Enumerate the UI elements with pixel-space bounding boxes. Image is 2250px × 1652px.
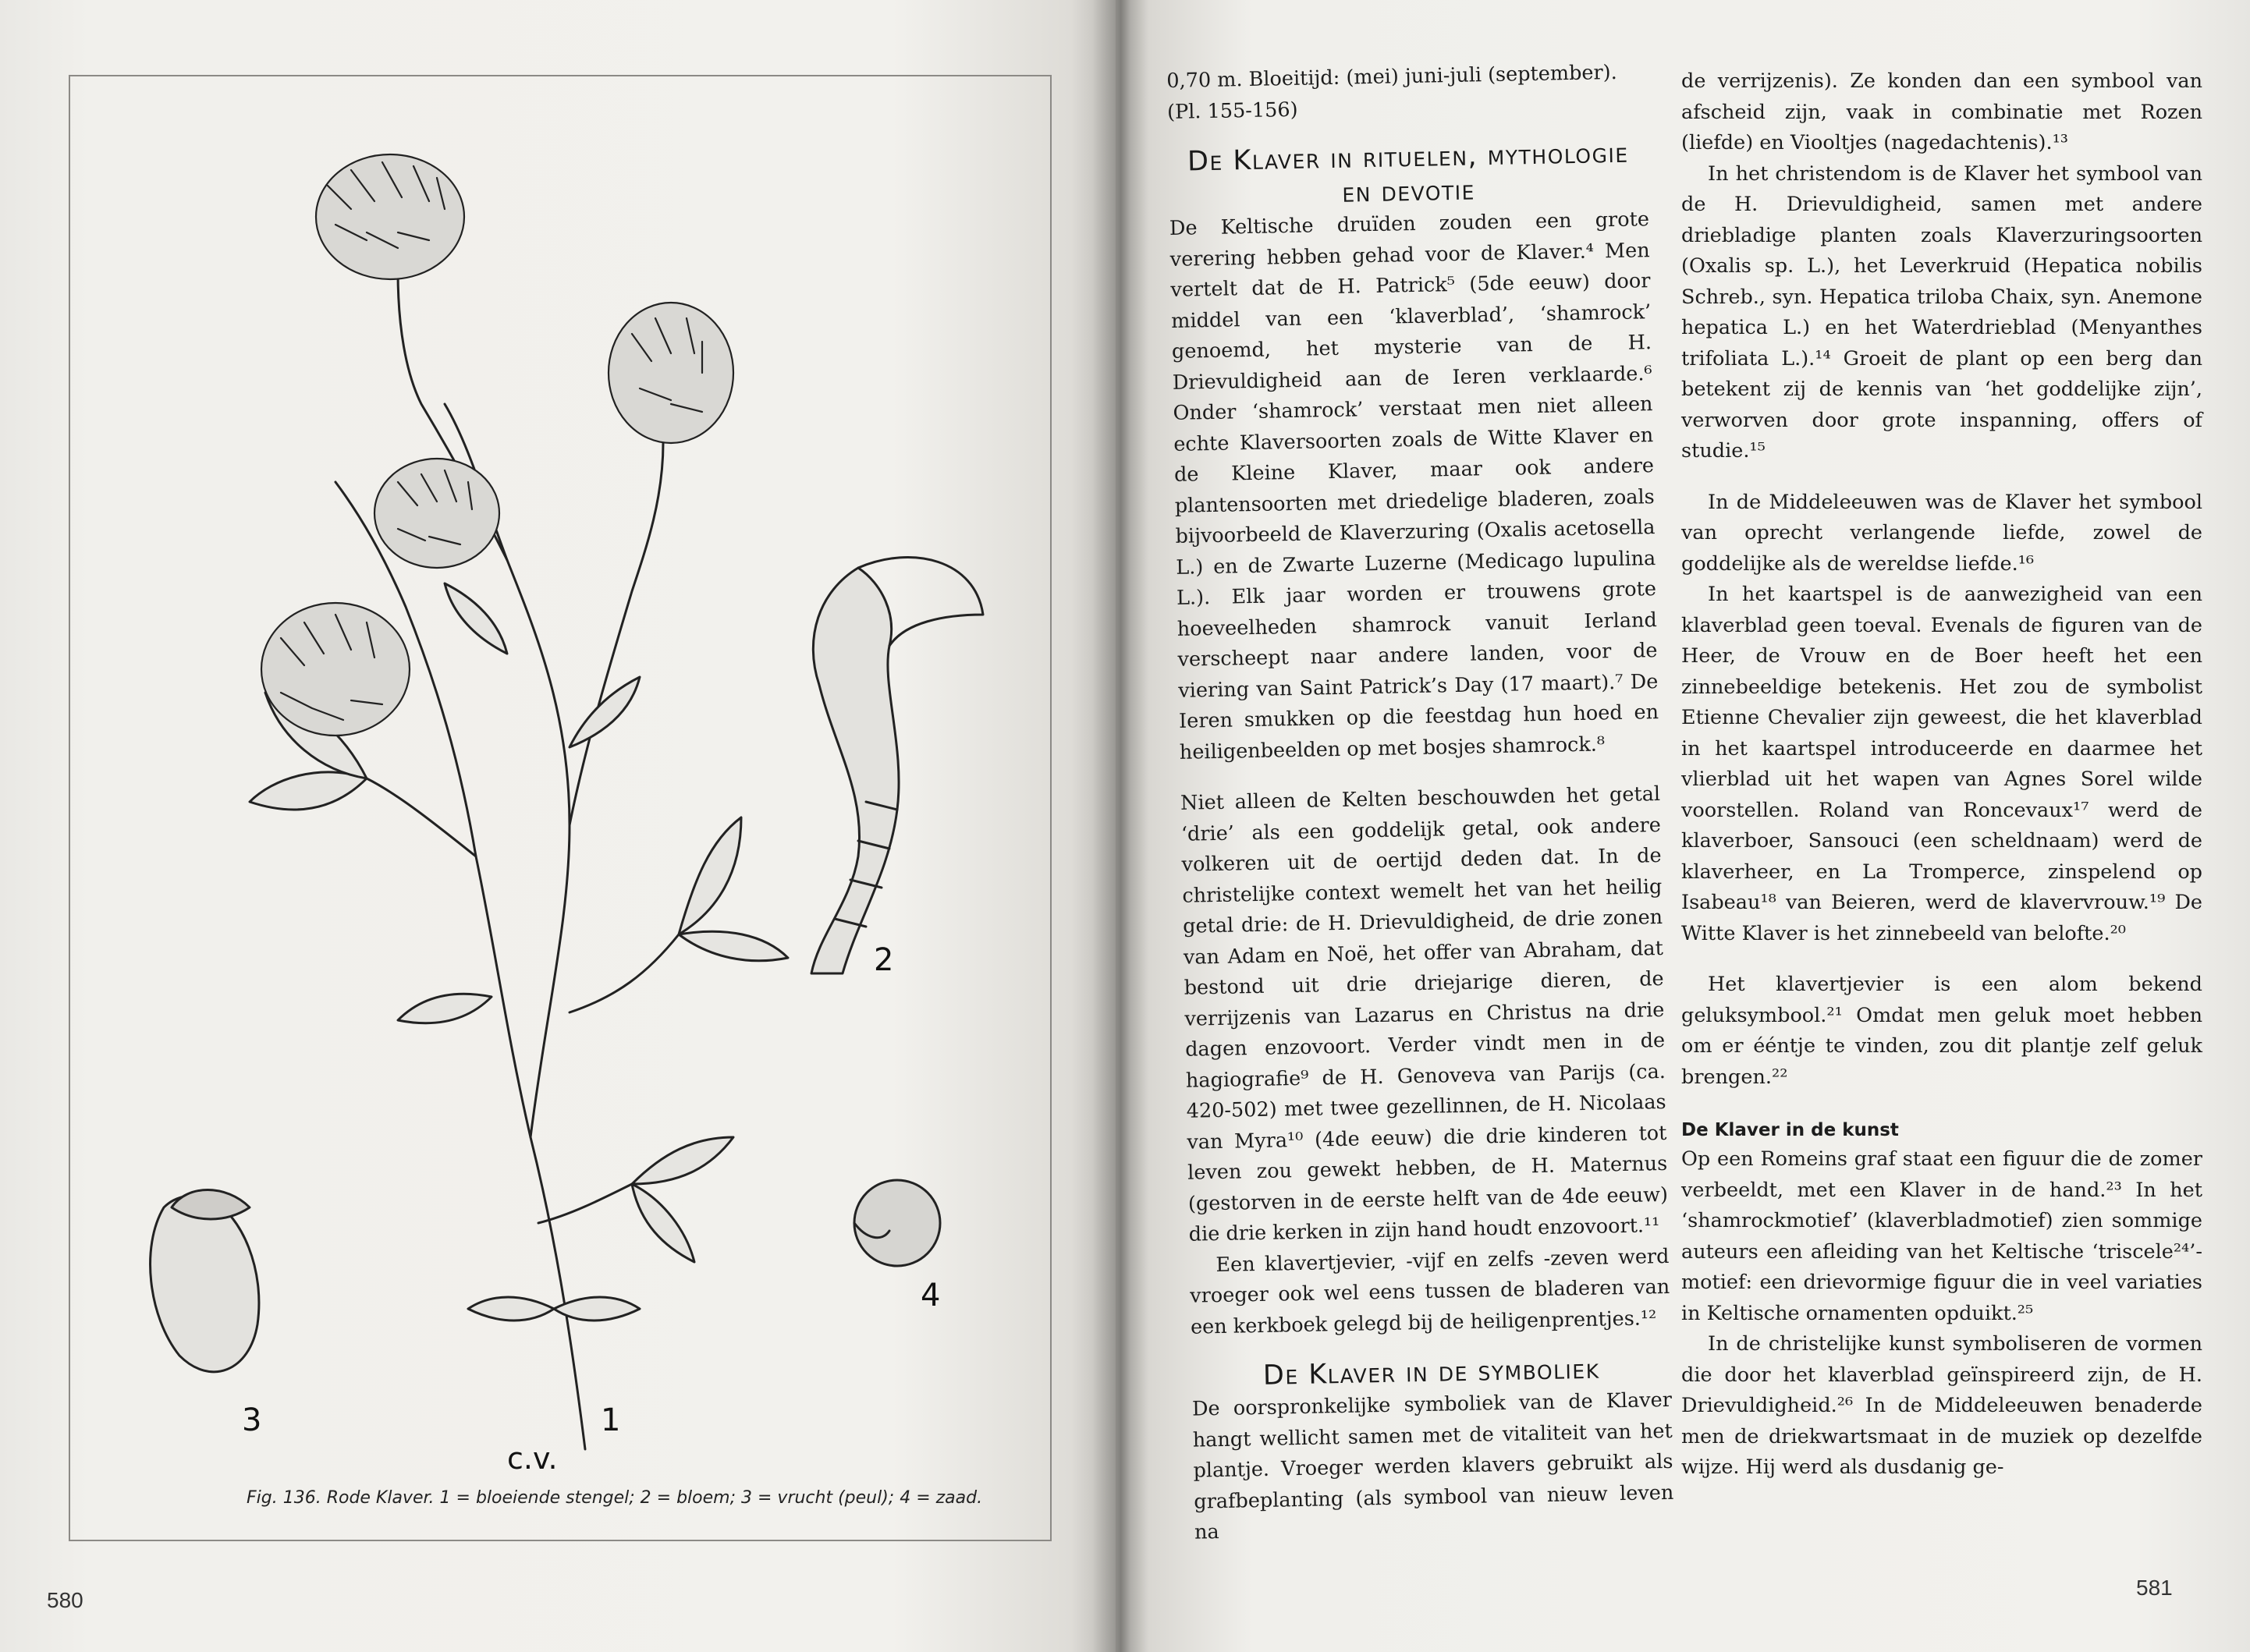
figure-label-cv: c.v. <box>507 1441 558 1476</box>
paragraph: Een klavertjevier, -vijf en zelfs -zeven werd vroeger ook wel eens tussen de bladeren van een kerkboek gelegd bij de heiligenprentjes.¹² <box>1189 1244 1670 1339</box>
paragraph: Niet alleen de Kelten beschouwden het getal ‘drie’ als een goddelijk getal, ook andere volkeren uit de oertijd deden dat. In de christelijke context wemelt het van het heilig getal drie: de H. Drievuldigheid, de drie zonen van Adam en Noë, het offer van Abraham, dat bestond uit drie driejarige dieren, de verrijzenis van Lazarus en Christus na drie dagen enzovoort. Verder vindt men in de hagiografie⁹ de H. Genoveva van Parijs (ca. 420-502) met twee gezellinnen, de H. Nicolaas van Myra¹⁰ (4de eeuw) die drie kinderen tot leven zou gewekt hebben, de H. Maternus (gestorven in de eerste helft van de 4de eeuw) die drie kerken in zijn hand houdt enzovoort.¹¹ <box>1180 782 1669 1246</box>
figure-label-4: 4 <box>921 1278 941 1313</box>
paragraph: In het christendom is de Klaver het symbool van de H. Drievuldigheid, samen met andere driebladige planten zoals Klaverzuringsoorten (Oxalis sp. L.), het Leverkruid (Hepatica nobilis Schreb., syn. Hepatica triloba Chaix, syn. Anemone hepatica L.) en het Waterdrieblad (Menyanthes trifoliata L.).¹⁴ Groeit de plant op een berg dan betekent zij de kennis van ‘het goddelijke zijn’, verworven door grote inspanning, offers of studie.¹⁵ <box>1681 161 2202 463</box>
figure-label-1: 1 <box>601 1402 621 1438</box>
paragraph: 0,70 m. Bloeitijd: (mei) juni-juli (september). (Pl. 155-156) <box>1166 60 1617 124</box>
book-gutter <box>1092 0 1147 1652</box>
paragraph: Op een Romeins graf staat een figuur die de zomer verbeeldt, met een Klaver in de hand.²³ In het ‘shamrockmotief’ (klaverbladmotief) zien sommige auteurs een afleiding van het Keltische ‘triscele²⁴’-motief: een drievormige figuur die in veel variaties in Keltische ornamenten opduikt.²⁵ <box>1681 1147 2202 1325</box>
figure-caption: Fig. 136. Rode Klaver. 1 = bloeiende stengel; 2 = bloem; 3 = vrucht (peul); 4 = zaad. <box>247 1488 983 1508</box>
figure-label-3: 3 <box>242 1402 262 1438</box>
subsection-heading: De Klaver in de kunst <box>1681 1120 1899 1140</box>
red-clover-illustration <box>70 76 1053 1543</box>
page-number-left: 580 <box>47 1588 83 1612</box>
section-heading: De Klaver in de symboliek <box>1262 1353 1600 1391</box>
figure-label-2: 2 <box>874 942 894 978</box>
page-number-right: 581 <box>2136 1576 2173 1600</box>
paragraph: In de Middeleeuwen was de Klaver het symbool van oprecht verlangende liefde, zowel de goddelijke als de wereldse liefde.¹⁶ <box>1681 490 2202 576</box>
paragraph: De oorspronkelijke symboliek van de Klaver hangt wellicht samen met de vitaliteit van het plantje. Vroeger werden klavers gebruikt als grafbeplanting (als symbool van nieuw leven na <box>1191 1388 1674 1544</box>
section-heading: De Klaver in rituelen, mythologie en devotie <box>1187 137 1629 209</box>
illustration-frame <box>69 75 1052 1541</box>
paragraph: In de christelijke kunst symboliseren de vormen die door het klaverblad geïnspireerd zijn, de H. Drievuldigheid.²⁶ In de Middeleeuwen benaderde men de driekwartsmaat in de muziek op dezelfde wijze. Hij werd als dusdanig ge- <box>1681 1332 2202 1479</box>
text-column-1 <box>1166 57 1674 1548</box>
paragraph: De Keltische druïden zouden een grote verering hebben gehad voor de Klaver.⁴ Men vertelt dat de H. Patrick⁵ (5de eeuw) door middel van een ‘klaverblad’, ‘shamrock’ genoemd, het mysterie van de H. Drievuldigheid aan de Ieren verklaarde.⁶ Onder ‘shamrock’ verstaat men niet alleen echte Klaversoorten zoals de Witte Klaver en de Kleine Klaver, maar ook andere plantensoorten met driedelige bladeren, zoals bijvoorbeeld de Klaverzuring (Oxalis acetosella L.) en de Zwarte Luzerne (Medicago lupulina L.). Elk jaar worden er trouwens grote hoeveelheden shamrock vanuit Ierland verscheept naar andere landen, voor de viering van Saint Patrick’s Day (17 maart).⁷ De Ieren smukken op die feestdag hun hoed en heiligenbeelden op met bosjes shamrock.⁸ <box>1169 207 1659 764</box>
left-page <box>0 0 1116 1652</box>
paragraph: In het kaartspel is de aanwezigheid van een klaverblad geen toeval. Evenals de figuren van de Heer, de Vrouw en de Boer heeft het een zinnebeeldige betekenis. Het zou de symbolist Etienne Chevalier zijn geweest, die het klaverblad in het kaartspel introduceerde en daarmee het vlierblad uit het wapen van Agnes Sorel wilde voorstellen. Roland van Roncevaux¹⁷ werd de klaverboer, Sansouci (een scheldnaam) werd de klaverheer, en La Tromperce, zinspelend op Isabeau¹⁸ van Beieren, werd de klavervrouw.¹⁹ De Witte Klaver is het zinnebeeld van belofte.²⁰ <box>1681 583 2202 945</box>
paragraph: de verrijzenis). Ze konden dan een symbool van afscheid zijn, vaak in combinatie met Rozen (liefde) en Viooltjes (nagedachtenis).¹³ <box>1681 69 2202 154</box>
text-column-2 <box>1681 66 2202 1484</box>
paragraph: Het klavertjevier is een alom bekend geluksymbool.²¹ Omdat men geluk moet hebben om er ééntje te vinden, zou dit plantje zelf geluk brengen.²² <box>1681 973 2202 1089</box>
